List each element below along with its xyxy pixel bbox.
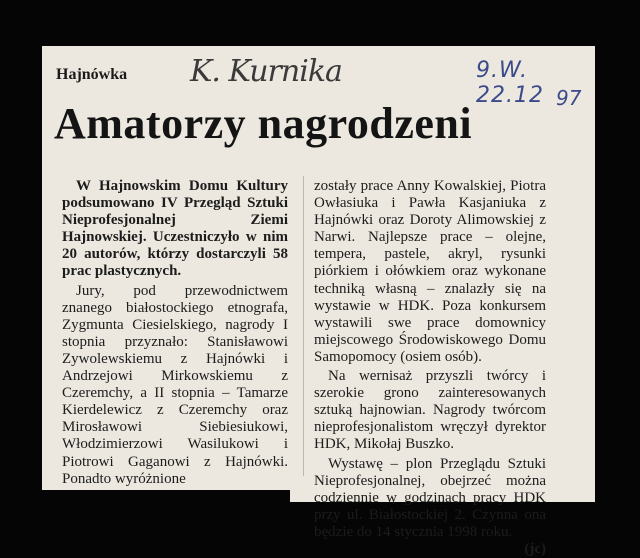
article-column-left: [62, 178, 288, 490]
column-divider: [303, 176, 304, 476]
article-lead: W Hajnowskim Domu Kultury podsumowano IV Przegląd Sztuki Nieprofesjonalnej Ziemi Hajnowskiej. Uczestniczyło w nim 20 autorów, którzy dostarczyli 58 prac plastycznych.: [62, 178, 288, 280]
newspaper-clipping: [42, 46, 595, 557]
section-kicker: Hajnówka: [56, 66, 128, 83]
handwritten-date: 9.W. 22.12: [476, 58, 544, 108]
handwritten-source: K. Kurnika: [190, 54, 342, 89]
author-signoff: (jc): [524, 540, 546, 557]
article-paragraph-1-part-1: Jury, pod przewodnictwem znanego białostockiego etnografa, Zygmunta Ciesielskiego, nagrody I stopnia przyznało: Stanisławowi Zywolewskiemu z Hajnówki i Andrzejowi Mirkowskiemu z Czeremchy, a II stopnia – Tamarze Kierdelewicz z Czeremchy oraz Mirosławowi Siebiesiukowi, Włodzimierzowi Wasilukowi i Piotrowi Gaganowi z Hajnówki. Ponadto wyróżnione: [62, 282, 288, 487]
article-column-right: [314, 178, 546, 558]
article-paragraph-1-part-2: zostały prace Anny Kowalskiej, Piotra Owłasiuka i Pawła Kasjaniuka z Hajnówki oraz Doroty Alimowskiej z Narwi. Najlepsze prace – olejne, tempera, pastele, akryl, rysunki piórkiem i ołówkiem oraz wykonane techniką własną – znalazły się na wystawie w HDK. Poza konkursem wystawili swe prace domownicy miejscowego Środowiskowego Domu Samopomocy (osiem osób).: [314, 178, 546, 365]
article-paragraph-3: [314, 455, 546, 557]
article-paragraph-2: Na wernisaż przyszli twórcy i szerokie grono zainteresowanych sztuką hajnowian. Nagrody twórcom nieprofesjonalistom wręczył dyrektor HDK, Mikołaj Buszko.: [314, 368, 546, 453]
clipping-cut-edge: [42, 490, 290, 502]
article-headline: Amatorzy nagrodzeni: [54, 99, 473, 148]
article-paragraph-3-text: Wystawę – plon Przeglądu Sztuki Nieprofesjonalnej, obejrzeć można codziennie w godzinach pracy HDK przy ul. Białostockiej 2. Czynna ona będzie do 14 stycznia 1998 roku.: [314, 455, 546, 540]
handwritten-year: 97: [556, 86, 582, 110]
